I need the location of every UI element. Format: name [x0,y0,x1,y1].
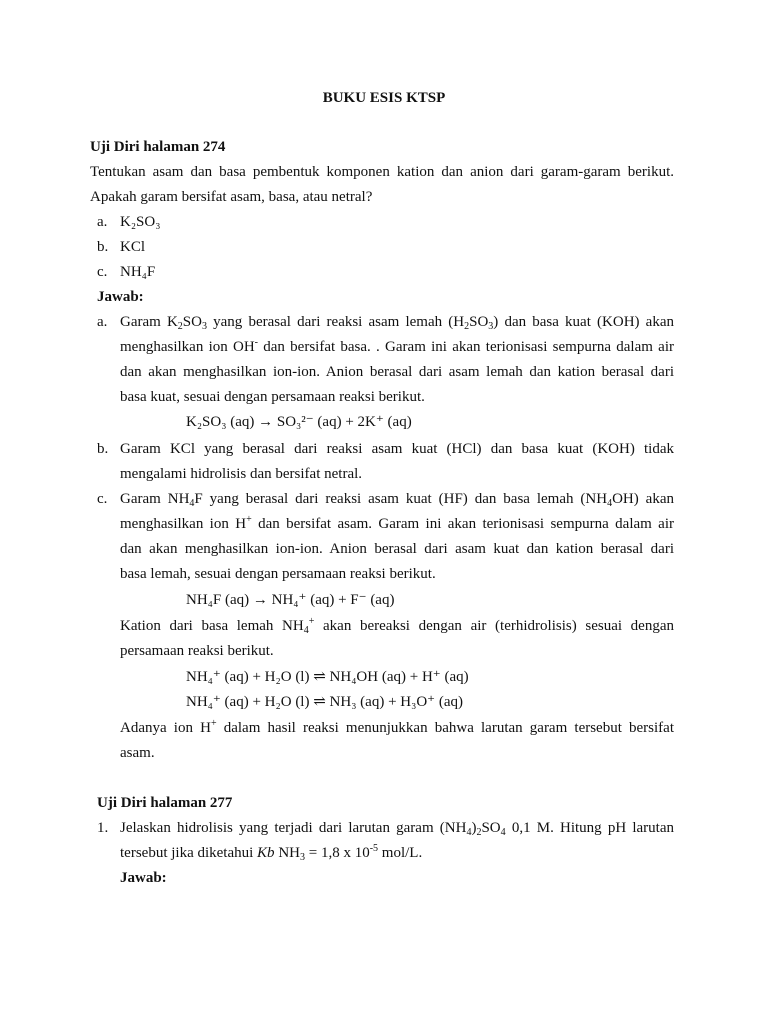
option-text: NH₄F [120,264,156,280]
answer-line: Garam KCl yang berasal dari reaksi asam kuat (HCl) dan basa kuat (KOH) tidak [120,441,674,457]
reaction-equation: K₂SO₃ (aq) → SO₃²⁻ (aq) + 2K⁺ (aq) [186,414,412,430]
page-title: BUKU ESIS KTSP [322,90,446,106]
answer-line: dan akan menghasilkan ion-ion. Anion berasal dari asam kuat dan kation berasal dari [120,541,674,557]
answer-line: menghasilkan ion OH- dan bersifat basa. . Garam ini akan terionisasi sempurna dalam air [120,337,674,355]
question-line: Jelaskan hidrolisis yang terjadi dari larutan garam $(NH_4)_2SO_4$ 0,1 M. Hitung pH larutan [120,820,674,838]
question-line: tersebut jika diketahui Kb $NH_3 = 1,8$ x $10^{-5}$ mol/L. [120,843,423,863]
option-text: K₂SO₃ [120,214,161,230]
section-heading-274: Uji Diri halaman 274 [90,139,226,155]
question-marker: 1. [97,820,109,836]
answer-line: asam. [120,745,155,761]
answer-line: basa lemah, sesuai dengan persamaan reaksi berikut. [120,566,436,582]
option-text: KCl [120,239,146,255]
option-marker: b. [97,239,109,255]
question-line: Tentukan asam dan basa pembentuk komponen kation dan anion dari garam-garam berikut. [90,164,674,180]
answer-line: Kation dari basa lemah $NH_4^+$ akan bereaksi dengan air (terhidrolisis) sesuai dengan [120,616,674,636]
option-marker: a. [97,214,108,230]
answer-line: mengalami hidrolisis dan bersifat netral. [120,466,363,482]
answer-line: menghasilkan ion H+ dan bersifat asam. Garam ini akan terionisasi sempurna dalam air [120,514,674,532]
answer-line: Garam $K_2SO_3$ yang berasal dari reaksi asam lemah $(H_2SO_3)$ dan basa kuat (KOH) akan [120,314,674,332]
option-marker: c. [97,264,108,280]
answer-line: Garam $NH_4F$ yang berasal dari reaksi asam kuat (HF) dan basa lemah $(NH_4OH)$ akan [120,491,674,509]
answer-marker: a. [97,314,108,330]
answer-marker: c. [97,491,108,507]
reaction-equation: NH₄⁺ (aq) + H₂O (l) ⇌ NH₃ (aq) + H₃O⁺ (aq) [186,694,464,710]
section-heading-277: Uji Diri halaman 277 [97,795,233,811]
reaction-equation: NH₄F (aq) → NH₄⁺ (aq) + F⁻ (aq) [186,592,395,608]
answer-line: Adanya ion H+ dalam hasil reaksi menunjukkan bahwa larutan garam tersebut bersifat [120,718,674,736]
answer-line: dan akan menghasilkan ion-ion. Anion berasal dari asam lemah dan kation berasal dari [120,364,674,380]
answer-label: Jawab: [120,870,167,886]
reaction-equation: NH₄⁺ (aq) + H₂O (l) ⇌ NH₄OH (aq) + H⁺ (aq) [186,669,469,685]
question-line: Apakah garam bersifat asam, basa, atau netral? [90,189,373,205]
answer-line: persamaan reaksi berikut. [120,643,274,659]
answer-marker: b. [97,441,109,457]
answer-line: basa kuat, sesuai dengan persamaan reaksi berikut. [120,389,425,405]
answer-label: Jawab: [97,289,144,305]
